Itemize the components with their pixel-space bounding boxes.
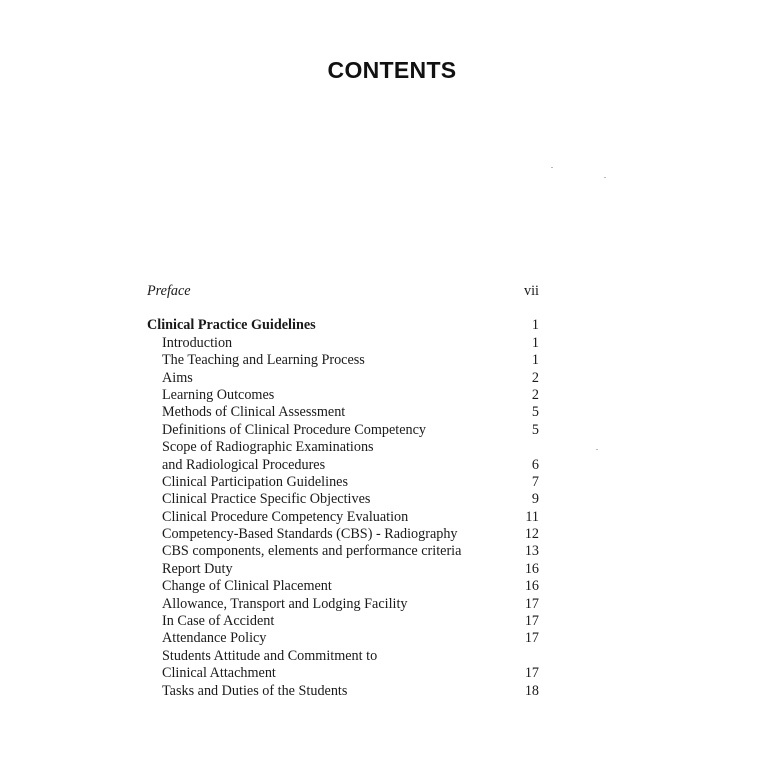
toc-entry — [147, 474, 539, 491]
toc-entry-page: 1 — [531, 352, 539, 369]
toc-section-label: Clinical Practice Guidelines — [147, 317, 316, 334]
toc-entry-label: Preface — [147, 283, 191, 299]
toc-entry-label: Report Duty — [162, 560, 233, 577]
toc-entry-page: 5 — [531, 404, 539, 421]
toc-entry-label: In Case of Accident — [162, 613, 275, 630]
toc-entry — [147, 543, 539, 560]
toc-entry-page: 18 — [524, 682, 539, 699]
toc-entry — [147, 404, 539, 421]
toc-entry-label: Learning Outcomes — [162, 386, 275, 403]
toc-entry — [147, 335, 539, 352]
scan-speck — [551, 167, 553, 168]
toc-entry — [147, 648, 539, 665]
toc-entry-page: 2 — [531, 369, 539, 386]
toc-entry-page: vii — [524, 283, 539, 299]
toc-entry-page: 5 — [531, 421, 539, 438]
toc-entry-page: 6 — [531, 456, 539, 473]
toc-entry — [147, 665, 539, 682]
toc-entry — [147, 561, 539, 578]
toc-entry-label: Change of Clinical Placement — [162, 578, 332, 595]
toc-entry-label: Aims — [162, 369, 193, 386]
toc-entry-label: Clinical Participation Guidelines — [162, 473, 348, 490]
toc-entry-label: Scope of Radiographic Examinations — [162, 439, 374, 456]
toc-entry-page: 17 — [524, 613, 539, 630]
toc-entry-page: 7 — [531, 473, 539, 490]
toc-entry-label: Attendance Policy — [162, 630, 267, 647]
toc-section-heading — [147, 317, 539, 334]
toc-entry-label: Allowance, Transport and Lodging Facility — [162, 595, 408, 612]
toc-entry-label: Clinical Procedure Competency Evaluation — [162, 508, 409, 525]
toc-entry — [147, 526, 539, 543]
toc-section-page: 1 — [531, 317, 539, 334]
toc-entry — [147, 352, 539, 369]
toc-entry-label: Introduction — [162, 334, 233, 351]
toc-entry-page: 11 — [525, 508, 539, 525]
toc-entry-label: Methods of Clinical Assessment — [162, 404, 346, 421]
toc-entry-label: Clinical Practice Specific Objectives — [162, 491, 371, 508]
toc-entry-label: The Teaching and Learning Process — [162, 352, 365, 369]
toc-entry — [147, 509, 539, 526]
toc-entry-label: Clinical Attachment — [162, 665, 276, 682]
page-title: CONTENTS — [327, 57, 457, 83]
toc-entry — [147, 439, 539, 456]
toc-entry-page: 17 — [524, 630, 539, 647]
toc-entry-page: 12 — [524, 526, 539, 543]
toc-entry-label: Students Attitude and Commitment to — [162, 647, 378, 664]
toc-entry-page: 16 — [524, 578, 539, 595]
scan-speck — [604, 177, 606, 178]
toc-entry-page: 16 — [524, 560, 539, 577]
toc-entry-page: 2 — [531, 386, 539, 403]
toc-entry — [147, 387, 539, 404]
toc-entry-page: 17 — [524, 665, 539, 682]
toc-entry-label: CBS components, elements and performance criteria — [162, 543, 462, 560]
toc-entry-page: 9 — [531, 491, 539, 508]
toc-entry — [147, 683, 539, 700]
table-of-contents — [147, 283, 539, 700]
toc-entry — [147, 370, 539, 387]
toc-entry — [147, 630, 539, 647]
toc-entry-label: Competency-Based Standards (CBS) - Radiography — [162, 526, 458, 543]
toc-entry-preface — [147, 283, 539, 300]
toc-entry-page: 1 — [531, 334, 539, 351]
toc-entry — [147, 596, 539, 613]
toc-entry — [147, 457, 539, 474]
toc-entry-label: and Radiological Procedures — [162, 456, 326, 473]
toc-entry — [147, 578, 539, 595]
toc-entry-label: Definitions of Clinical Procedure Competency — [162, 421, 426, 438]
toc-entry-page: 13 — [524, 543, 539, 560]
toc-entry — [147, 422, 539, 439]
toc-entry-label: Tasks and Duties of the Students — [162, 682, 348, 699]
toc-entries — [147, 335, 539, 700]
scan-speck — [596, 449, 598, 450]
toc-entry-page: 17 — [524, 595, 539, 612]
toc-entry — [147, 491, 539, 508]
toc-entry — [147, 613, 539, 630]
